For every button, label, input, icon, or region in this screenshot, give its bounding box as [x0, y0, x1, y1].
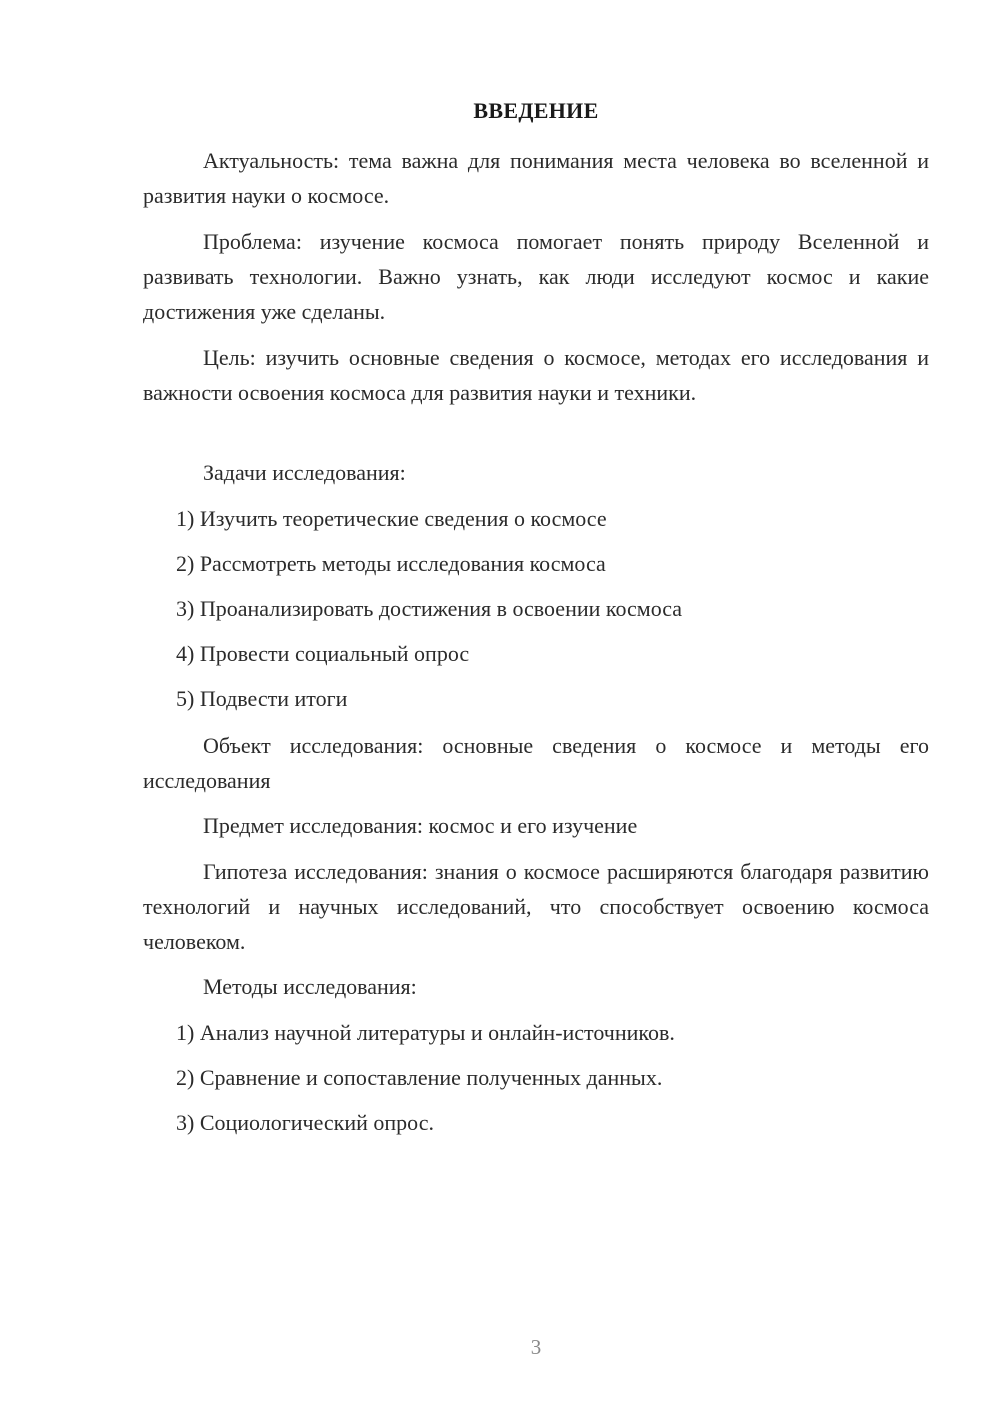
- method-item: 1) Анализ научной литературы и онлайн-источников.: [176, 1020, 675, 1045]
- goal-paragraph: Цель: изучить основные сведения о космосе, методах его исследования и важности освоения космоса для развития науки и техники.: [143, 345, 929, 405]
- subject-paragraph: Предмет исследования: космос и его изучение: [203, 813, 638, 838]
- method-item: 3) Социологический опрос.: [176, 1110, 434, 1135]
- method-item: 2) Сравнение и сопоставление полученных данных.: [176, 1065, 663, 1090]
- page-title: ВВЕДЕНИЕ: [473, 98, 599, 123]
- task-item: 1) Изучить теоретические сведения о космосе: [176, 506, 607, 531]
- task-item: 2) Рассмотреть методы исследования космоса: [176, 551, 606, 576]
- task-item: 5) Подвести итоги: [176, 686, 348, 711]
- methods-heading: Методы исследования:: [203, 974, 417, 999]
- tasks-heading: Задачи исследования:: [203, 460, 406, 485]
- object-paragraph: Объект исследования: основные сведения о космосе и методы его исследования: [143, 733, 929, 793]
- page-number: 3: [530, 1335, 542, 1359]
- problem-paragraph: Проблема: изучение космоса помогает понять природу Вселенной и развивать технологии. Важно узнать, как люди исследуют космос и какие достижения уже сделаны.: [143, 229, 929, 324]
- task-item: 3) Проанализировать достижения в освоении космоса: [176, 596, 683, 621]
- hypothesis-paragraph: Гипотеза исследования: знания о космосе расширяются благодаря развитию технологий и научных исследований, что способствует освоению космоса человеком.: [143, 859, 929, 954]
- relevance-paragraph: Актуальность: тема важна для понимания места человека во вселенной и развития науки о космосе.: [143, 148, 929, 208]
- task-item: 4) Провести социальный опрос: [176, 641, 470, 666]
